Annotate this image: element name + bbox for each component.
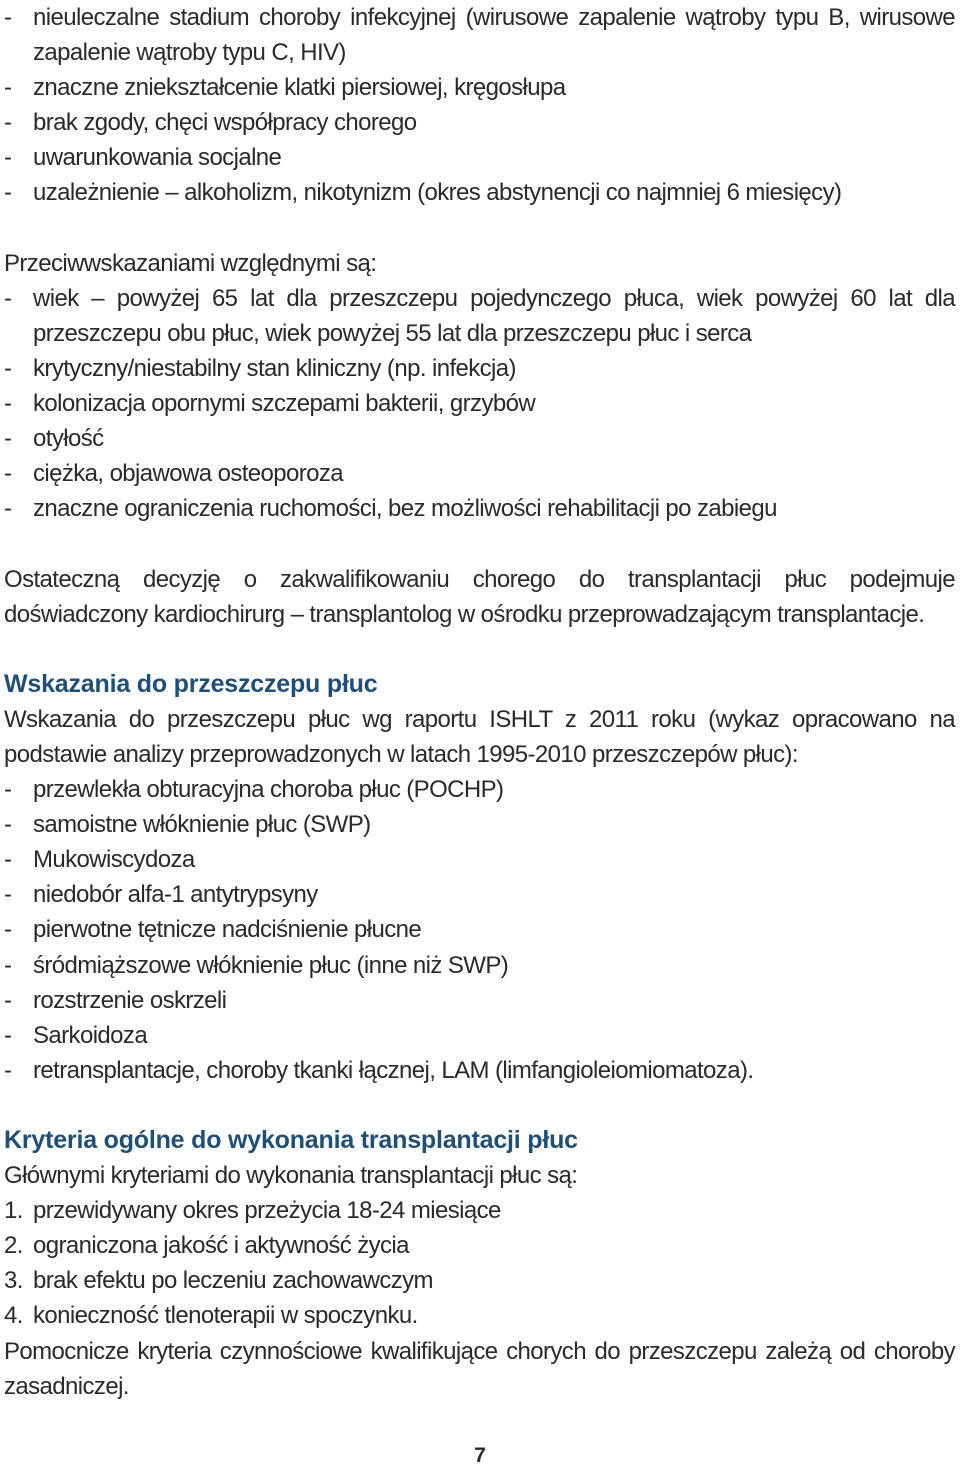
list-item — [4, 456, 955, 491]
list-marker: 1. — [4, 1197, 23, 1225]
list-marker: - — [4, 1021, 12, 1049]
list-item-text: znaczne ograniczenia ruchomości, bez możliwości rehabilitacji po zabiegu — [33, 495, 777, 523]
contraindications-relative-intro: Przeciwwskazaniami względnymi są: — [4, 249, 377, 277]
list-item — [4, 1018, 955, 1053]
list-item-text: rozstrzenie oskrzeli — [33, 986, 227, 1014]
list-item-text: przewlekła obturacyjna choroba płuc (POCHP) — [33, 776, 504, 804]
list-item — [4, 281, 955, 351]
list-marker: - — [4, 776, 12, 804]
list-item-text: wiek – powyżej 65 lat dla przeszczepu pojedynczego płuca, wiek powyżej 60 lat dla przeszczepu obu płuc, wiek powyżej 55 lat dla przeszczepu płuc i serca — [33, 284, 955, 347]
list-marker: - — [4, 109, 12, 137]
list-item-text: Sarkoidoza — [33, 1021, 148, 1049]
page-number: 7 — [474, 1444, 486, 1467]
list-marker: - — [4, 4, 12, 31]
list-marker: - — [4, 354, 12, 382]
list-item — [4, 1228, 955, 1263]
list-marker: - — [4, 1056, 12, 1084]
list-item — [4, 1298, 955, 1333]
spacer — [4, 632, 955, 667]
list-marker: - — [4, 390, 12, 418]
list-marker: 4. — [4, 1302, 23, 1330]
list-item — [4, 70, 955, 105]
list-item — [4, 1263, 955, 1298]
list-item — [4, 983, 955, 1018]
list-item-text: uzależnienie – alkoholizm, nikotynizm (okres abstynencji co najmniej 6 miesięcy) — [33, 179, 842, 207]
list-item-text: niedobór alfa-1 antytrypsyny — [33, 881, 318, 909]
list-marker: - — [4, 495, 12, 523]
list-item — [4, 912, 955, 947]
list-marker: 3. — [4, 1267, 23, 1295]
list-item — [4, 807, 955, 842]
decision-paragraph: Ostateczną decyzję o zakwalifikowaniu chorego do transplantacji płuc podejmuje doświadczony kardiochirurg – transplantolog w ośrodku przeprowadzającym transplantacje. — [4, 565, 955, 628]
list-item — [4, 0, 955, 70]
list-marker: - — [4, 74, 12, 102]
list-item — [4, 772, 955, 807]
criteria-outro: Pomocnicze kryteria czynnościowe kwalifikujące chorych do przeszczepu zależą od choroby zasadniczej. — [4, 1337, 955, 1400]
list-item — [4, 386, 955, 421]
document-page — [4, 0, 955, 1404]
list-item — [4, 105, 955, 140]
list-marker: - — [4, 881, 12, 909]
list-marker: - — [4, 425, 12, 453]
spacer — [4, 1088, 955, 1123]
list-item — [4, 140, 955, 175]
indications-heading: Wskazania do przeszczepu płuc — [4, 669, 378, 698]
list-item-text: Mukowiscydoza — [33, 846, 195, 874]
list-item-text: uwarunkowania socjalne — [33, 144, 282, 172]
list-item-text: śródmiąższowe włóknienie płuc (inne niż SWP) — [33, 951, 509, 979]
list-item — [4, 842, 955, 877]
list-item — [4, 948, 955, 983]
list-item-text: brak zgody, chęci współpracy chorego — [33, 109, 417, 137]
list-item-text: konieczność tlenoterapii w spoczynku. — [33, 1302, 418, 1330]
list-marker: 2. — [4, 1232, 23, 1260]
list-marker: - — [4, 460, 12, 488]
list-item-text: samoistne włóknienie płuc (SWP) — [33, 811, 371, 839]
list-item-text: pierwotne tętnicze nadciśnienie płucne — [33, 916, 422, 944]
indications-section — [4, 667, 955, 1088]
contraindications-relative — [4, 246, 955, 527]
criteria-section — [4, 1123, 955, 1404]
criteria-intro: Głównymi kryteriami do wykonania transplantacji płuc są: — [4, 1162, 578, 1190]
contraindications-absolute-list — [4, 0, 955, 211]
list-marker: - — [4, 179, 12, 207]
list-marker: - — [4, 144, 12, 172]
list-item — [4, 1193, 955, 1228]
criteria-heading: Kryteria ogólne do wykonania transplantacji płuc — [4, 1126, 578, 1154]
list-item-text: ciężka, objawowa osteoporoza — [33, 460, 344, 488]
list-marker: - — [4, 284, 12, 312]
list-item-text: kolonizacja opornymi szczepami bakterii, grzybów — [33, 390, 536, 418]
list-item — [4, 491, 955, 526]
list-item-text: otyłość — [33, 425, 104, 453]
indications-intro: Wskazania do przeszczepu płuc wg raportu ISHLT z 2011 roku (wykaz opracowano na podstawie analizy przeprowadzonych w latach 1995-2010 przeszczepów płuc): — [4, 705, 955, 768]
list-item-text: ograniczona jakość i aktywność życia — [33, 1232, 409, 1260]
list-item — [4, 1053, 955, 1088]
list-item-text: brak efektu po leczeniu zachowawczym — [33, 1267, 433, 1295]
list-marker: - — [4, 986, 12, 1014]
list-item-text: znaczne zniekształcenie klatki piersiowej, kręgosłupa — [33, 74, 566, 102]
list-item — [4, 351, 955, 386]
list-marker: - — [4, 811, 12, 839]
list-marker: - — [4, 951, 12, 979]
list-item-text: retransplantacje, choroby tkanki łącznej, LAM (limfangioleiomiomatoza). — [33, 1056, 754, 1084]
list-item-text: przewidywany okres przeżycia 18-24 miesiące — [33, 1197, 501, 1225]
spacer — [4, 526, 955, 561]
list-marker: - — [4, 916, 12, 944]
list-item-text: krytyczny/niestabilny stan kliniczny (np. infekcja) — [33, 354, 516, 382]
list-item — [4, 175, 955, 210]
list-item — [4, 877, 955, 912]
spacer — [4, 211, 955, 246]
list-item — [4, 421, 955, 456]
list-item-text: nieuleczalne stadium choroby infekcyjnej (wirusowe zapalenie wątroby typu B, wirusowe zapalenie wątroby typu C, HIV) — [33, 4, 955, 67]
list-marker: - — [4, 846, 12, 874]
